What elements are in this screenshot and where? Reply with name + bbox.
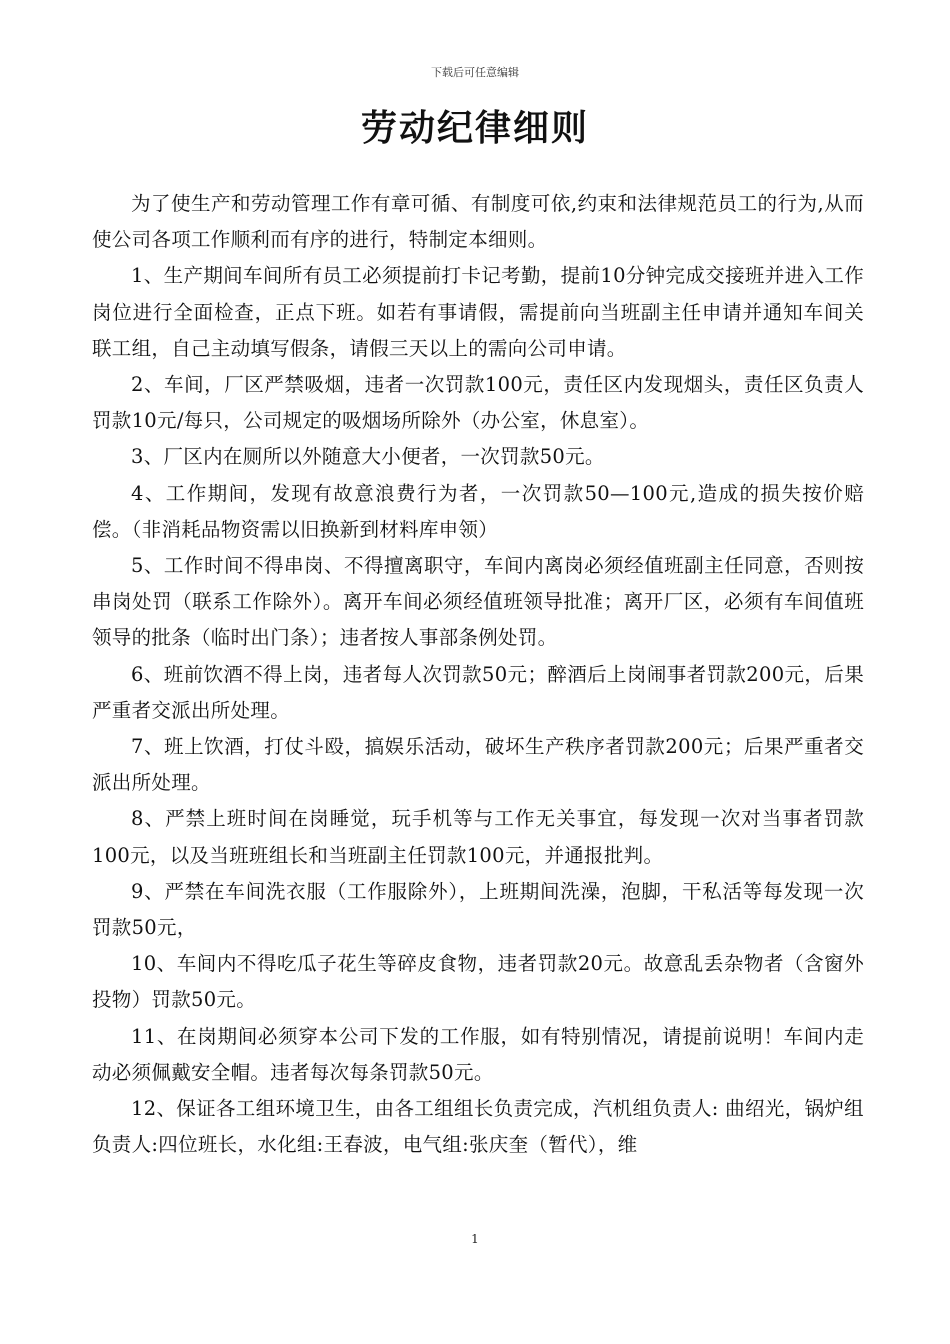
- rule-11-paragraph: 11、在岗期间必须穿本公司下发的工作服，如有特别情况，请提前说明！车间内走动必须佩戴安全帽。违者每次每条罚款50元。: [92, 1024, 864, 1084]
- rule-7-paragraph: 7、班上饮酒，打仗斗殴，搞娱乐活动，破坏生产秩序者罚款200元；后果严重者交派出所处理。: [92, 735, 864, 795]
- header-note: 下载后可任意编辑: [431, 66, 519, 79]
- rule-8-paragraph: 8、严禁上班时间在岗睡觉，玩手机等与工作无关事宜，每发现一次对当事者罚款100元，以及当班班组长和当班副主任罚款100元，并通报批判。: [92, 807, 864, 867]
- rule-12-paragraph: 12、保证各工组环境卫生，由各工组组长负责完成，汽机组负责人: 曲绍光，锅炉组负责人:四位班长，水化组:王春波，电气组:张庆奎（暂代），维: [92, 1097, 864, 1157]
- document-body: [92, 186, 864, 1163]
- rule-1-paragraph: 1、生产期间车间所有员工必须提前打卡记考勤，提前10分钟完成交接班并进入工作岗位进行全面检查，正点下班。如若有事请假，需提前向当班副主任申请并通知车间关联工组，自己主动填写假条，请假三天以上的需向公司申请。: [92, 264, 864, 360]
- page-number: 1: [471, 1232, 479, 1246]
- intro-paragraph: 为了使生产和劳动管理工作有章可循、有制度可依,约束和法律规范员工的行为,从而使公司各项工作顺利而有序的进行，特制定本细则。: [92, 192, 864, 252]
- rule-5-paragraph: 5、工作时间不得串岗、不得擅离职守，车间内离岗必须经值班副主任同意，否则按串岗处罚（联系工作除外）。离开车间必须经值班领导批准；离开厂区，必须有车间值班领导的批条（临时出门条）；违者按人事部条例处罚。: [92, 554, 864, 650]
- rule-3-paragraph: 3、厂区内在厕所以外随意大小便者，一次罚款50元。: [131, 445, 605, 469]
- rule-9-paragraph: 9、严禁在车间洗衣服（工作服除外），上班期间洗澡，泡脚，干私活等每发现一次罚款50元，: [92, 879, 864, 940]
- rule-2-paragraph: 2、车间，厂区严禁吸烟，违者一次罚款100元，责任区内发现烟头，责任区负责人罚款10元/每只，公司规定的吸烟场所除外（办公室，休息室）。: [92, 373, 864, 433]
- document-title: 劳动纪律细则: [360, 107, 589, 149]
- rule-6-paragraph: 6、班前饮酒不得上岗，违者每人次罚款50元；醉酒后上岗闹事者罚款200元，后果严重者交派出所处理。: [92, 662, 864, 722]
- rule-4-paragraph: 4、工作期间，发现有故意浪费行为者，一次罚款50—100元,造成的损失按价赔偿。（非消耗品物资需以旧换新到材料库申领）: [92, 481, 864, 541]
- rule-10-paragraph: 10、车间内不得吃瓜子花生等碎皮食物，违者罚款20元。故意乱丢杂物者（含窗外投物）罚款50元。: [92, 952, 864, 1012]
